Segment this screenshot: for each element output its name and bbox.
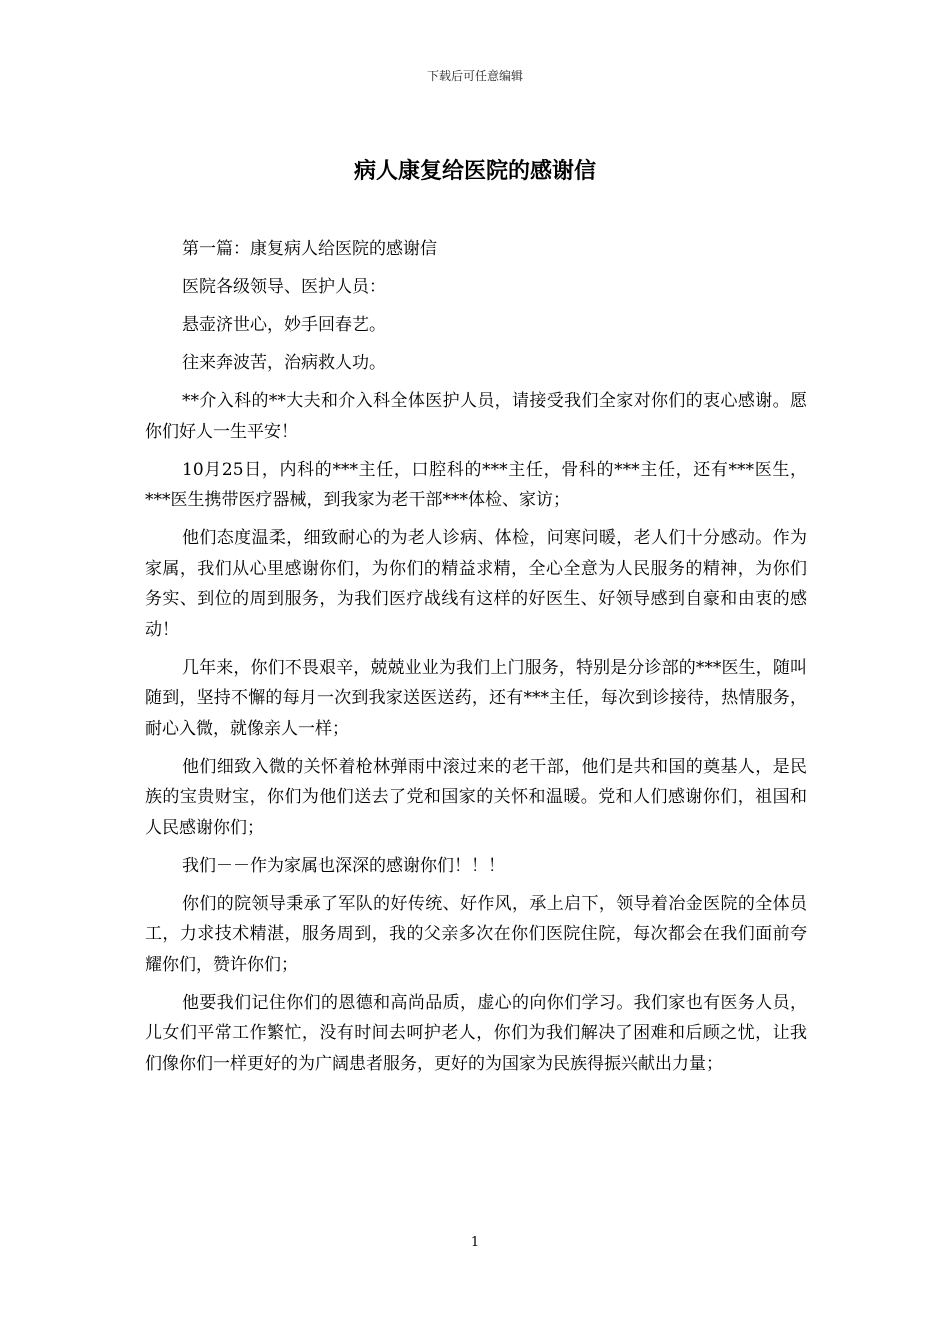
paragraph: 几年来，你们不畏艰辛，兢兢业业为我们上门服务，特别是分诊部的***医生，随叫随到，坚持不懈的每月一次到我家送医送药，还有***主任，每次到诊接待，热情服务，耐心入微，就像亲人一样；: [145, 657, 807, 739]
paragraph: 他要我们记住你们的恩德和高尚品质，虚心的向你们学习。我们家也有医务人员，儿女们平常工作繁忙，没有时间去呵护老人，你们为我们解决了困难和后顾之忧，让我们像你们一样更好的为广阔患者服务，更好的为国家为民族得振兴献出力量；: [145, 992, 807, 1074]
paragraph: 你们的院领导秉承了军队的好传统、好作风，承上启下，领导着冶金医院的全体员工，力求技术精湛，服务周到，我的父亲多次在你们医院住院，每次都会在我们面前夸耀你们，赞许你们；: [145, 893, 807, 975]
paragraph: 我们－－作为家属也深深的感谢你们！！！: [182, 855, 505, 876]
page-number: 1: [470, 1235, 480, 1250]
paragraph: **介入科的**大夫和介入科全体医护人员，请接受我们全家对你们的衷心感谢。愿你们好人一生平安！: [145, 391, 807, 442]
paragraph-section-heading: 第一篇：康复病人给医院的感谢信: [182, 239, 437, 259]
paragraph-verse-1: 悬壶济世心，妙手回春艺。: [182, 315, 386, 335]
page-header-note: 下载后可任意编辑: [426, 69, 523, 83]
document-title: 病人康复给医院的感谢信: [353, 158, 596, 184]
paragraph: 10月25日，内科的***主任，口腔科的***主任，骨科的***主任，还有***医生，***医生携带医疗器械，到我家为老干部***体检、家访；: [145, 459, 807, 510]
paragraph-verse-2: 往来奔波苦，治病救人功。: [182, 353, 386, 373]
paragraph: 他们细致入微的关怀着枪林弹雨中滚过来的老干部，他们是共和国的奠基人，是民族的宝贵财宝，你们为他们送去了党和国家的关怀和温暖。党和人们感谢你们，祖国和人民感谢你们；: [145, 756, 807, 838]
document-body: [145, 234, 807, 1087]
paragraph: 他们态度温柔，细致耐心的为老人诊病、体检，问寒问暖，老人们十分感动。作为家属，我们从心里感谢你们，为你们的精益求精，全心全意为人民服务的精神，为你们务实、到位的周到服务，为我们医疗战线有这样的好医生、好领导感到自豪和由衷的感动！: [145, 528, 807, 640]
paragraph-salutation: 医院各级领导、医护人员：: [182, 277, 386, 297]
